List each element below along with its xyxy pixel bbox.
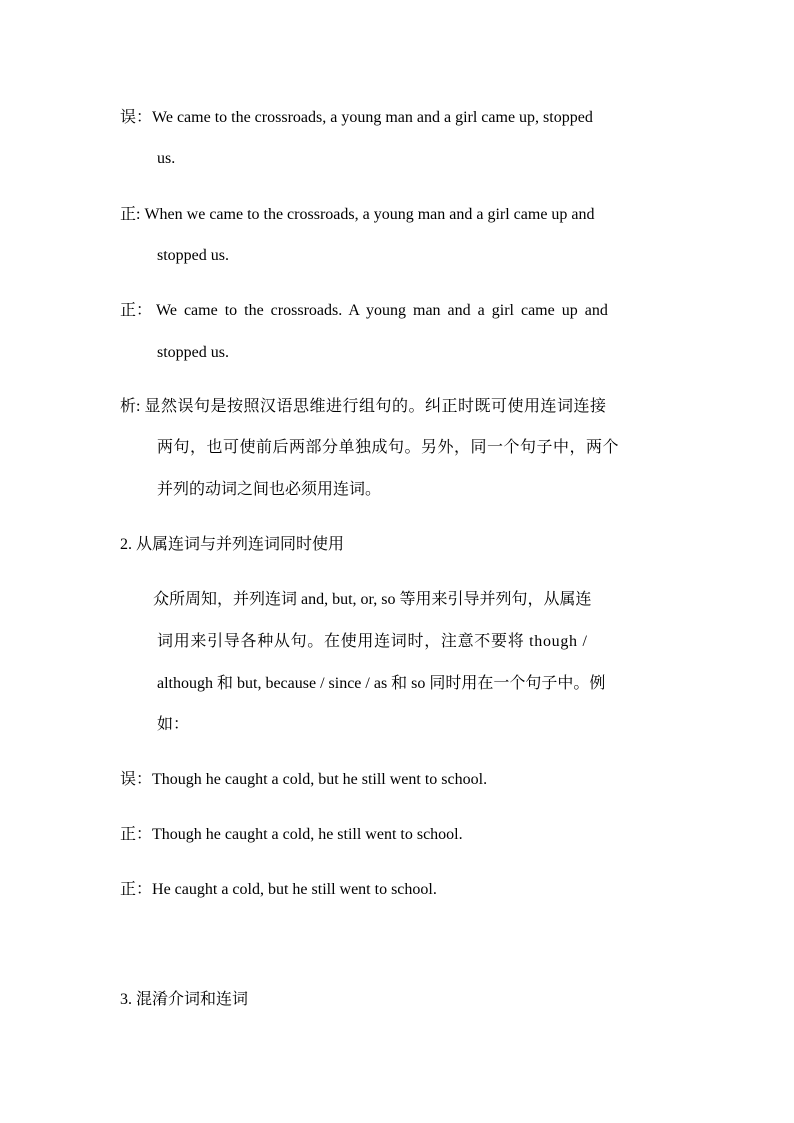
example-text: Though he caught a cold, he still went to school. — [152, 826, 463, 843]
example-right-2 — [120, 880, 437, 900]
right-example-2-line-1 — [120, 301, 608, 321]
paragraph-line-1: 众所周知，并列连词 and, but, or, so 等用来引导并列句，从属连 — [153, 591, 592, 608]
analysis-line-2: 两句，也可使前后两部分单独成句。另外，同一个句子中，两个 — [157, 439, 620, 456]
analysis-text: 显然误句是按照汉语思维进行组句的。纠正时既可使用连词连接 — [144, 398, 607, 415]
section-3-heading: 3. 混淆介词和连词 — [120, 991, 249, 1008]
section-2-heading: 2. 从属连词与并列连词同时使用 — [120, 536, 345, 553]
paragraph-line-2: 词用来引导各种从句。在使用连词时，注意不要将 though / — [157, 633, 588, 650]
example-wrong — [120, 770, 487, 790]
right-example-text: When we came to the crossroads, a young man and a girl came up and — [144, 206, 595, 223]
analysis-label: 析: — [120, 398, 141, 415]
analysis-line-1 — [120, 397, 606, 417]
wrong-example-text: We came to the crossroads, a young man and a girl came up, stopped — [152, 109, 593, 126]
right-label: 正： — [120, 302, 153, 319]
wrong-label: 误： — [120, 771, 153, 788]
analysis-line-3: 并列的动词之间也必须用连词。 — [157, 481, 382, 498]
paragraph-line-3: although 和 but, because / since / as 和 so 同时用在一个句子中。例 — [157, 675, 606, 692]
wrong-example-line-2: us. — [157, 150, 176, 167]
right-label: 正: — [120, 206, 141, 223]
right-example-1-line-1 — [120, 205, 595, 225]
example-text: Though he caught a cold, but he still went to school. — [152, 771, 488, 788]
right-example-1-line-2: stopped us. — [157, 247, 229, 264]
wrong-example-line-1 — [120, 108, 675, 128]
paragraph-line-4: 如： — [157, 716, 190, 733]
example-text: He caught a cold, but he still went to school. — [152, 881, 437, 898]
right-example-text: We came to the crossroads. A young man and a girl came up and — [156, 302, 608, 319]
right-label: 正： — [120, 881, 153, 898]
wrong-label: 误： — [120, 109, 153, 126]
example-right-1 — [120, 825, 463, 845]
right-label: 正： — [120, 826, 153, 843]
right-example-2-line-2: stopped us. — [157, 344, 229, 361]
